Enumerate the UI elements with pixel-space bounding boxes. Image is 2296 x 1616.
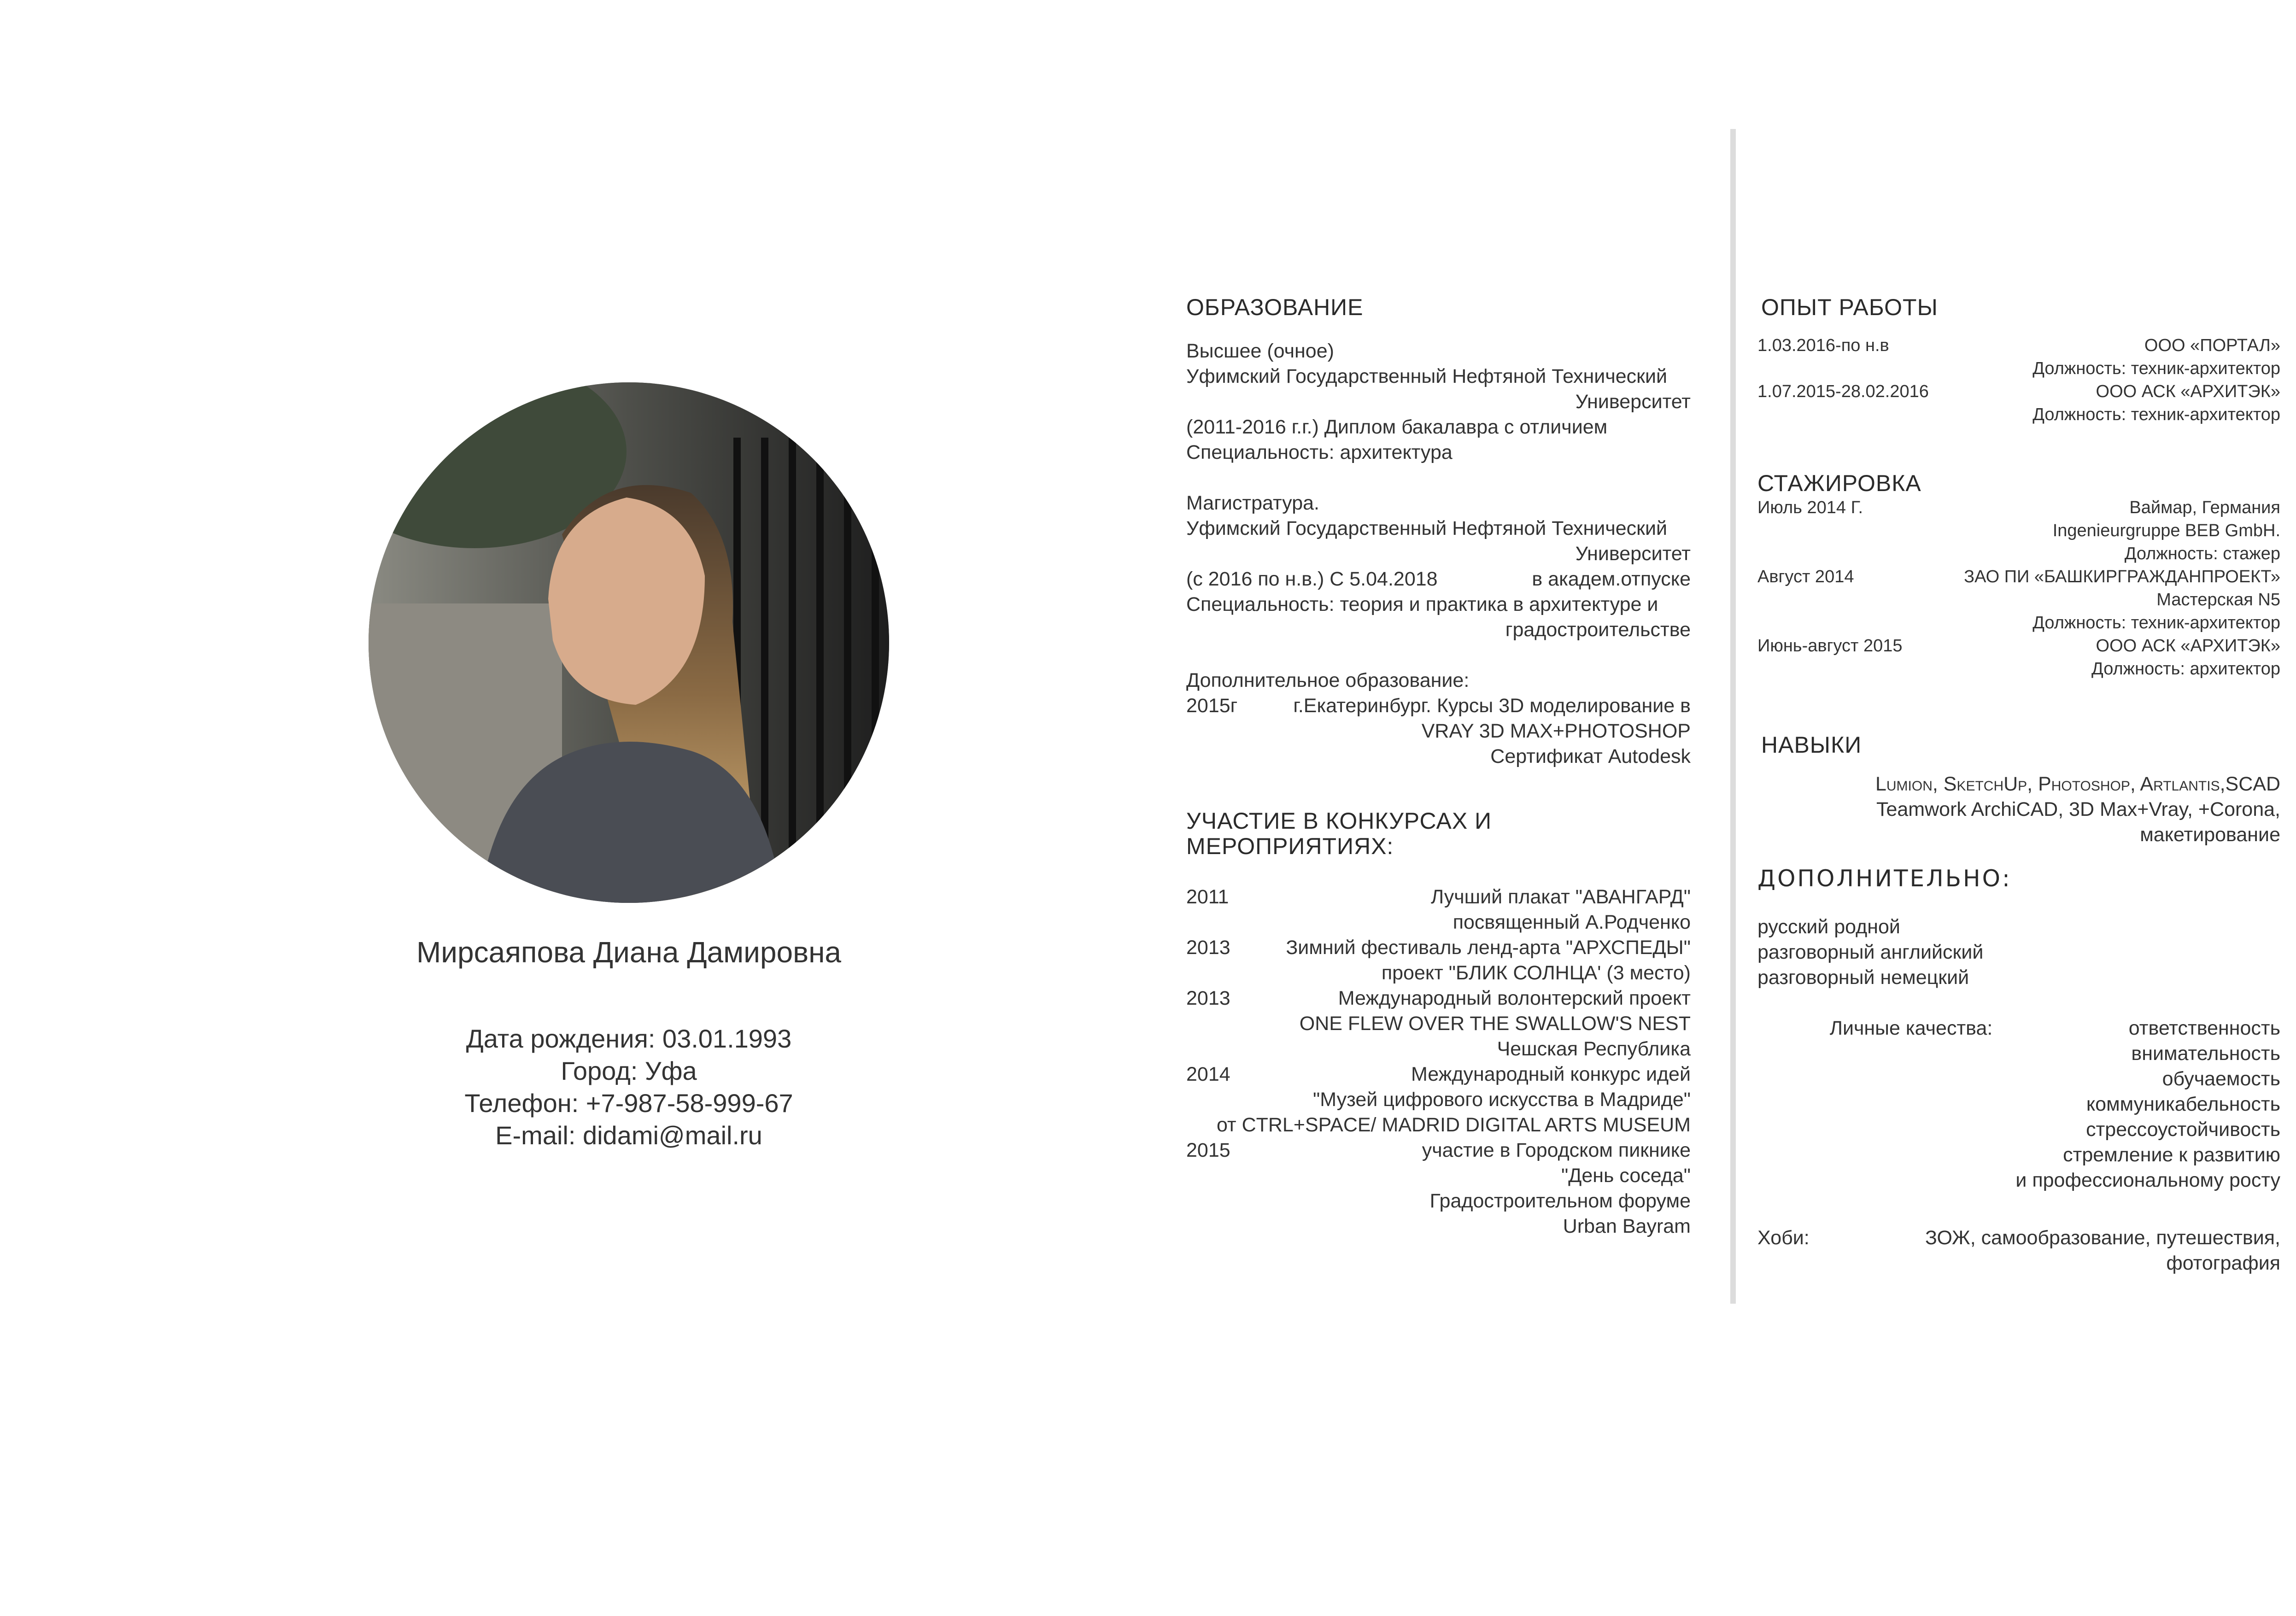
profile-photo <box>369 382 889 903</box>
internship-row <box>1757 565 2280 588</box>
contest-line: Лучший плакат "АВАНГАРД" <box>1431 886 1691 908</box>
email: E-mail: didami@mail.ru <box>495 1121 762 1150</box>
higher-type: Высшее (очное) <box>1186 340 1334 362</box>
contest-line: участие в Городском пикнике <box>1422 1139 1691 1161</box>
master-speciality: Специальность: теория и практика в архитектуре и <box>1186 593 1658 615</box>
additional-section <box>1757 866 2280 1276</box>
contest-line: Urban Bayram <box>1563 1215 1691 1237</box>
work-heading: ОПЫТ РАБОТЫ <box>1761 294 1938 320</box>
work-row <box>1757 380 2280 403</box>
internship-line: Ваймар, Германия <box>2129 498 2280 517</box>
person-name: Мирсаяпова Диана Дамировна <box>416 936 842 969</box>
birth-date: Дата рождения: 03.01.1993 <box>466 1024 792 1053</box>
contest-line: Международный конкурс идей <box>1411 1063 1691 1085</box>
contests-list <box>1186 884 1691 1239</box>
contest-line: проект "БЛИК СОЛНЦА' (3 место) <box>1381 962 1691 984</box>
contest-line: посвященный А.Родченко <box>1453 911 1691 933</box>
phone: Телефон: +7-987-58-999-67 <box>464 1089 793 1118</box>
skills-line: Lumion, SketchUp, Photoshop, Artlantis,SCAD <box>1875 773 2280 795</box>
qualities-block <box>1757 1016 2280 1193</box>
languages-list <box>1757 914 2280 990</box>
contest-line: Чешская Республика <box>1497 1038 1691 1060</box>
internship-heading: СТАЖИРОВКА <box>1757 470 1921 496</box>
internship-row <box>1757 496 2280 519</box>
internship-line: ООО АСК «АРХИТЭК» <box>2096 636 2280 656</box>
quality-item: коммуникабельность <box>2086 1093 2280 1115</box>
higher-university: Уфимский Государственный Нефтяной Технический <box>1186 365 1667 387</box>
contest-row <box>1186 1138 1691 1163</box>
higher-years: (2011-2016 г.г.) Диплом бакалавра с отличием <box>1186 416 1608 438</box>
contest-year: 2013 <box>1186 937 1230 959</box>
contest-row <box>1186 1062 1691 1087</box>
language-item: русский родной <box>1757 916 1900 938</box>
work-section <box>1757 295 2280 426</box>
qualities-list <box>2015 1016 2280 1193</box>
extra-education-line: Сертификат Autodesk <box>1490 745 1691 767</box>
internship-section <box>1757 471 2280 680</box>
extra-education-year: 2015г <box>1186 695 1238 717</box>
master-type: Магистратура. <box>1186 492 1319 514</box>
internship-date: Июль 2014 Г. <box>1757 498 1863 517</box>
work-row <box>1757 334 2280 357</box>
contest-row <box>1186 884 1691 910</box>
city: Город: Уфа <box>561 1056 697 1085</box>
work-list <box>1757 334 2280 426</box>
contests-heading: УЧАСТИЕ В КОНКУРСАХ И МЕРОПРИЯТИЯХ: <box>1186 808 1492 859</box>
additional-heading: ДОПОЛНИТЕЛЬНО: <box>1757 865 2012 892</box>
hobby-label: Хоби: <box>1757 1227 1810 1249</box>
master-university: Уфимский Государственный Нефтяной Технический <box>1186 517 1667 539</box>
contact-info <box>369 1023 889 1152</box>
contest-year: 2011 <box>1186 886 1229 908</box>
hobby-block <box>1757 1225 2280 1251</box>
language-item: разговорный немецкий <box>1757 966 1969 989</box>
work-role: Должность: техник-архитектор <box>2032 359 2280 378</box>
master-years-right: в академ.отпуске <box>1532 568 1691 590</box>
work-company: ООО АСК «АРХИТЭК» <box>2096 382 2280 401</box>
extra-education-line: VRAY 3D MAX+PHOTOSHOP <box>1421 720 1691 742</box>
higher-university-cont: Университет <box>1575 391 1691 413</box>
contest-line: Международный волонтерский проект <box>1338 987 1691 1009</box>
master-university-cont: Университет <box>1575 543 1691 565</box>
work-company: ООО «ПОРТАЛ» <box>2144 336 2280 355</box>
qualities-label: Личные качества: <box>1829 1017 1993 1039</box>
column-divider <box>1730 129 1736 1304</box>
skills-section <box>1757 732 2280 848</box>
contest-year: 2014 <box>1186 1063 1230 1085</box>
internship-line: Должность: техник-архитектор <box>2032 613 2280 632</box>
higher-speciality: Специальность: архитектура <box>1186 441 1453 463</box>
quality-item: внимательность <box>2131 1042 2280 1065</box>
internship-line: ЗАО ПИ «БАШКИРГРАЖДАНПРОЕКТ» <box>1964 567 2280 586</box>
work-date: 1.07.2015-28.02.2016 <box>1757 382 1929 401</box>
master-speciality-cont: градостроительстве <box>1505 619 1691 641</box>
contest-row <box>1186 935 1691 960</box>
contest-line: Зимний фестиваль ленд-арта "АРХСПЕДЫ" <box>1286 937 1691 959</box>
hobby-line: ЗОЖ, самообразование, путешествия, <box>1925 1227 2280 1249</box>
language-item: разговорный английский <box>1757 941 1984 963</box>
master-years-left: (с 2016 по н.в.) С 5.04.2018 <box>1186 568 1438 590</box>
contest-year: 2015 <box>1186 1139 1230 1161</box>
profile-photo-image <box>369 382 889 903</box>
work-role: Должность: техник-архитектор <box>2032 405 2280 424</box>
skills-line: Teamwork ArchiCAD, 3D Max+Vray, +Corona, <box>1876 798 2280 820</box>
education-section <box>1186 295 1691 769</box>
contest-row <box>1186 986 1691 1011</box>
internship-line: Ingenieurgruppe BEB GmbH. <box>2052 521 2280 540</box>
contest-line: от CTRL+SPACE/ MADRID DIGITAL ARTS MUSEUM <box>1216 1114 1691 1136</box>
contest-line: ONE FLEW OVER THE SWALLOW'S NEST <box>1299 1013 1691 1035</box>
skills-heading: НАВЫКИ <box>1761 732 1862 758</box>
extra-education-row <box>1186 693 1691 719</box>
education-heading: ОБРАЗОВАНИЕ <box>1186 294 1364 320</box>
internship-date: Июнь-август 2015 <box>1757 636 1903 656</box>
internship-date: Август 2014 <box>1757 567 1854 586</box>
internship-line: Мастерская N5 <box>2156 590 2280 609</box>
internship-line: Должность: стажер <box>2124 544 2280 563</box>
contest-line: "День соседа" <box>1561 1165 1691 1187</box>
skills-line: макетирование <box>2140 824 2280 846</box>
extra-education-title: Дополнительное образование: <box>1186 669 1470 691</box>
master-years <box>1186 567 1691 592</box>
quality-item: обучаемость <box>2162 1068 2280 1090</box>
extra-education-line: г.Екатеринбург. Курсы 3D моделирование в <box>1293 695 1691 717</box>
quality-item: ответственность <box>2128 1017 2280 1039</box>
contests-section <box>1186 808 1691 1239</box>
quality-item: стремление к развитию <box>2063 1144 2280 1166</box>
contest-line: Градостроительном форуме <box>1429 1190 1691 1212</box>
internship-line: Должность: архитектор <box>2091 659 2280 679</box>
quality-item: стрессоустойчивость <box>2086 1118 2280 1141</box>
hobby-line: фотография <box>2166 1252 2280 1274</box>
internship-row <box>1757 634 2280 657</box>
contest-line: "Музей цифрового искусства в Мадриде" <box>1313 1089 1691 1111</box>
quality-item: и профессиональному росту <box>2015 1169 2280 1191</box>
work-date: 1.03.2016-по н.в <box>1757 336 1889 355</box>
contest-year: 2013 <box>1186 987 1230 1009</box>
internship-list <box>1757 496 2280 680</box>
